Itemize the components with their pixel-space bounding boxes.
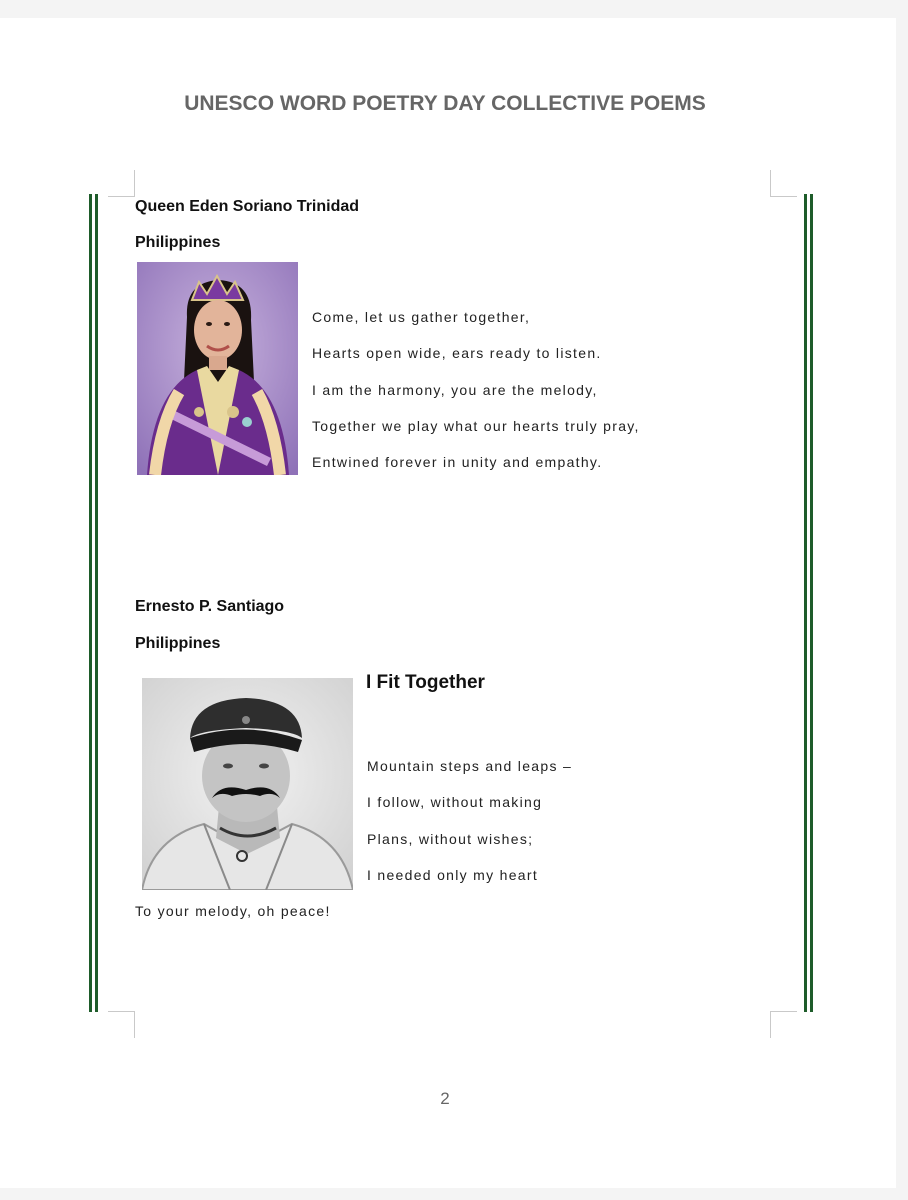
right-page-border xyxy=(804,194,814,1012)
author-country-1: Philippines xyxy=(135,234,221,251)
crop-mark-top-right xyxy=(770,170,797,197)
poem-line: Hearts open wide, ears ready to listen. xyxy=(312,345,602,361)
author-name-1: Queen Eden Soriano Trinidad xyxy=(135,198,360,215)
poem-line: Together we play what our hearts truly pray, xyxy=(312,418,640,434)
left-page-border xyxy=(89,194,99,1012)
crop-mark-bottom-left xyxy=(108,1011,135,1038)
poem-line: To your melody, oh peace! xyxy=(135,903,331,919)
poem-line: I follow, without making xyxy=(367,794,543,810)
author-country-2: Philippines xyxy=(135,635,221,652)
crop-mark-bottom-right xyxy=(770,1011,797,1038)
page-number: 2 xyxy=(440,1089,450,1108)
document-title: UNESCO WORD POETRY DAY COLLECTIVE POEMS xyxy=(184,92,706,115)
poem-line: Mountain steps and leaps – xyxy=(367,758,573,774)
author-name-2: Ernesto P. Santiago xyxy=(135,598,285,615)
document-page xyxy=(0,18,896,1188)
poem-line: Come, let us gather together, xyxy=(312,309,531,325)
poem-line: Entwined forever in unity and empathy. xyxy=(312,454,603,470)
poem-line: Plans, without wishes; xyxy=(367,831,534,847)
poem-line: I am the harmony, you are the melody, xyxy=(312,382,598,398)
poem-title: I Fit Together xyxy=(366,672,485,693)
portrait-woman-crown-icon xyxy=(137,262,298,475)
poem-line: I needed only my heart xyxy=(367,867,539,883)
author-photo-2 xyxy=(142,678,353,890)
crop-mark-top-left xyxy=(108,170,135,197)
author-photo-1 xyxy=(137,262,298,475)
portrait-man-cap-icon xyxy=(142,678,353,890)
